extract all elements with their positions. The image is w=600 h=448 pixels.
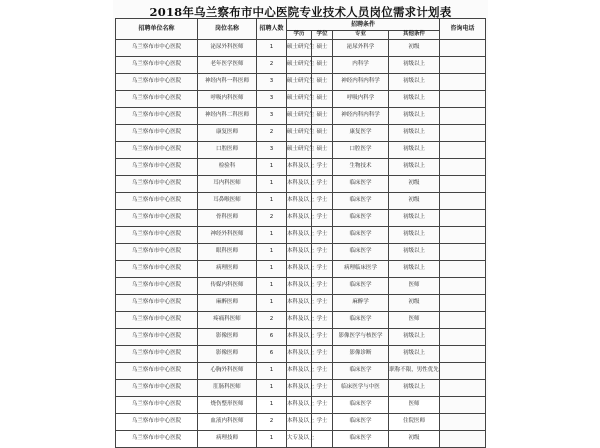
table-row [116,380,486,397]
cell-position: 影像医师 [198,329,257,346]
cell-contact [440,91,486,108]
table-header-row [116,19,486,31]
cell-count: 1 [257,278,287,295]
cell-unit: 乌兰察布市中心医院 [116,380,198,397]
cell-degree: 学士 [312,210,333,227]
cell-contact [440,414,486,431]
cell-contact [440,431,486,448]
cell-position: 呼吸内科医师 [198,91,257,108]
cell-position: 烧伤整形医师 [198,397,257,414]
cell-degree: 学士 [312,176,333,193]
cell-degree: 学士 [312,227,333,244]
cell-contact [440,295,486,312]
cell-contact [440,397,486,414]
table-row [116,40,486,57]
cell-degree: 硕士 [312,142,333,159]
cell-major: 内科学 [333,57,389,74]
cell-count: 3 [257,74,287,91]
table-row [116,312,486,329]
cell-contact [440,57,486,74]
cell-education: 本科及以上 [287,261,312,278]
cell-education: 本科及以上 [287,176,312,193]
cell-contact [440,74,486,91]
table-body [116,40,486,448]
table-row [116,227,486,244]
cell-education: 硕士研究生 [287,91,312,108]
table-row [116,193,486,210]
cell-major: 口腔医学 [333,142,389,159]
cell-other: 初级以上 [389,159,440,176]
cell-unit: 乌兰察布市中心医院 [116,295,198,312]
cell-position: 血液内科医师 [198,414,257,431]
table-row [116,363,486,380]
cell-degree: 学士 [312,244,333,261]
cell-unit: 乌兰察布市中心医院 [116,91,198,108]
cell-degree: 学士 [312,193,333,210]
cell-unit: 乌兰察布市中心医院 [116,312,198,329]
cell-position: 耳鼻喉医师 [198,193,257,210]
cell-count: 1 [257,261,287,278]
header-contact: 咨询电话 [440,19,486,40]
cell-other: 初级 [389,176,440,193]
table-row [116,74,486,91]
header-education: 学历 [287,31,312,40]
table-row [116,142,486,159]
cell-education: 硕士研究生 [287,40,312,57]
cell-count: 2 [257,312,287,329]
cell-major: 呼吸内科学 [333,91,389,108]
table-row [116,431,486,448]
table-row [116,346,486,363]
cell-education: 本科及以上 [287,193,312,210]
cell-degree: 学士 [312,295,333,312]
header-count: 招聘人数 [257,19,287,40]
cell-degree: 学士 [312,261,333,278]
cell-unit: 乌兰察布市中心医院 [116,57,198,74]
header-other: 其他条件 [389,31,440,40]
header-major: 专业 [333,31,389,40]
cell-count: 6 [257,346,287,363]
cell-position: 病理技师 [198,431,257,448]
cell-education: 硕士研究生 [287,74,312,91]
cell-education: 本科及以上 [287,380,312,397]
header-conditions: 招聘条件 [287,19,440,31]
cell-contact [440,176,486,193]
cell-unit: 乌兰察布市中心医院 [116,176,198,193]
cell-position: 神经外科医师 [198,227,257,244]
cell-degree: 硕士 [312,125,333,142]
cell-other: 初级以上 [389,329,440,346]
cell-major: 临床医学 [333,176,389,193]
cell-count: 2 [257,414,287,431]
cell-contact [440,193,486,210]
cell-position: 眼科医师 [198,244,257,261]
cell-contact [440,40,486,57]
cell-unit: 乌兰察布市中心医院 [116,414,198,431]
cell-major: 临床医学 [333,193,389,210]
cell-contact [440,227,486,244]
cell-other: 初级以上 [389,142,440,159]
cell-degree: 硕士 [312,57,333,74]
cell-position: 口腔医师 [198,142,257,159]
cell-unit: 乌兰察布市中心医院 [116,40,198,57]
cell-contact [440,312,486,329]
cell-other: 初级以上 [389,91,440,108]
cell-other: 初级 [389,40,440,57]
cell-other: 初级 [389,295,440,312]
cell-degree: 学士 [312,346,333,363]
cell-contact [440,363,486,380]
cell-unit: 乌兰察布市中心医院 [116,125,198,142]
cell-count: 3 [257,142,287,159]
cell-other: 医师 [389,397,440,414]
table-row [116,108,486,125]
cell-position: 泌尿外科医师 [198,40,257,57]
cell-count: 3 [257,91,287,108]
cell-count: 1 [257,193,287,210]
table-row [116,295,486,312]
cell-unit: 乌兰察布市中心医院 [116,363,198,380]
cell-education: 本科及以上 [287,295,312,312]
cell-major: 临床医学 [333,431,389,448]
cell-education: 本科及以上 [287,278,312,295]
cell-unit: 乌兰察布市中心医院 [116,431,198,448]
cell-education: 本科及以上 [287,244,312,261]
cell-unit: 乌兰察布市中心医院 [116,142,198,159]
cell-count: 2 [257,125,287,142]
cell-contact [440,346,486,363]
cell-degree: 学士 [312,159,333,176]
cell-major: 临床医学 [333,363,389,380]
cell-position: 耳内科医师 [198,176,257,193]
cell-contact [440,159,486,176]
cell-major: 临床医学与中医 [333,380,389,397]
header-position: 岗位名称 [198,19,257,40]
cell-position: 检验科 [198,159,257,176]
cell-unit: 乌兰察布市中心医院 [116,278,198,295]
cell-unit: 乌兰察布市中心医院 [116,244,198,261]
cell-other: 初级以上 [389,244,440,261]
table-row [116,329,486,346]
table-row [116,57,486,74]
recruitment-table [115,18,486,448]
cell-major: 神经内科内科学 [333,108,389,125]
cell-position: 老年医学医师 [198,57,257,74]
table-row [116,125,486,142]
cell-count: 1 [257,431,287,448]
cell-position: 传媒内科医师 [198,278,257,295]
cell-degree: 学士 [312,397,333,414]
cell-unit: 乌兰察布市中心医院 [116,261,198,278]
table-row [116,210,486,227]
cell-unit: 乌兰察布市中心医院 [116,346,198,363]
cell-position: 病理医师 [198,261,257,278]
cell-position: 疼痛科医师 [198,312,257,329]
cell-major: 临床医学 [333,278,389,295]
table-row [116,159,486,176]
cell-degree: 学士 [312,380,333,397]
table-row [116,261,486,278]
cell-major: 临床医学 [333,312,389,329]
cell-count: 2 [257,57,287,74]
cell-other: 初级 [389,431,440,448]
cell-other: 初级以上 [389,125,440,142]
cell-count: 2 [257,210,287,227]
cell-major: 临床医学 [333,227,389,244]
cell-other: 初级 [389,193,440,210]
cell-degree: 硕士 [312,108,333,125]
cell-degree: 硕士 [312,74,333,91]
cell-count: 1 [257,176,287,193]
cell-major: 影像医学与核医学 [333,329,389,346]
cell-major: 麻醉学 [333,295,389,312]
cell-major: 病理临床医学 [333,261,389,278]
cell-education: 本科及以上 [287,397,312,414]
cell-contact [440,125,486,142]
cell-education: 本科及以上 [287,414,312,431]
cell-unit: 乌兰察布市中心医院 [116,397,198,414]
table-row [116,91,486,108]
cell-contact [440,142,486,159]
header-unit: 招聘单位名称 [116,19,198,40]
cell-unit: 乌兰察布市中心医院 [116,108,198,125]
cell-count: 1 [257,363,287,380]
cell-other: 初级以上 [389,261,440,278]
cell-count: 6 [257,329,287,346]
cell-count: 1 [257,159,287,176]
cell-contact [440,261,486,278]
cell-contact [440,210,486,227]
cell-degree: 学士 [312,278,333,295]
cell-position: 神经内科二科医师 [198,108,257,125]
cell-other: 初级以上 [389,74,440,91]
cell-major: 临床医学 [333,210,389,227]
cell-major: 影像诊断 [333,346,389,363]
cell-other: 初级以上 [389,108,440,125]
cell-other: 初级以上 [389,210,440,227]
table-row [116,397,486,414]
cell-major: 临床医学 [333,397,389,414]
cell-education: 本科及以上 [287,227,312,244]
cell-unit: 乌兰察布市中心医院 [116,74,198,91]
cell-contact [440,244,486,261]
document-title: 2018年乌兰察布市中心医院专业技术人员岗位需求计划表 [149,5,452,19]
cell-position: 影像医师 [198,346,257,363]
cell-position: 骨科医师 [198,210,257,227]
cell-major: 临床医学 [333,414,389,431]
cell-education: 硕士研究生 [287,142,312,159]
cell-count: 1 [257,295,287,312]
cell-unit: 乌兰察布市中心医院 [116,159,198,176]
cell-other: 医师 [389,278,440,295]
cell-other: 初级以上 [389,57,440,74]
cell-unit: 乌兰察布市中心医院 [116,193,198,210]
cell-education: 本科及以上 [287,346,312,363]
cell-degree: 硕士 [312,40,333,57]
cell-degree: 硕士 [312,91,333,108]
cell-other: 住院医师 [389,414,440,431]
cell-education: 本科及以上 [287,312,312,329]
cell-other: 初级以上 [389,227,440,244]
table-row [116,176,486,193]
cell-other: 职称不限，男性优先 [389,363,440,380]
table-row [116,414,486,431]
cell-position: 心胸外科医师 [198,363,257,380]
cell-degree: 学士 [312,312,333,329]
cell-education: 本科及以上 [287,363,312,380]
cell-major: 神经内科内科学 [333,74,389,91]
table-row [116,244,486,261]
cell-count: 1 [257,40,287,57]
cell-other: 初级以上 [389,380,440,397]
cell-contact [440,278,486,295]
cell-count: 1 [257,380,287,397]
cell-contact [440,380,486,397]
cell-count: 1 [257,244,287,261]
cell-position: 康复医师 [198,125,257,142]
cell-contact [440,329,486,346]
cell-position: 肛肠科医师 [198,380,257,397]
cell-degree: 学士 [312,363,333,380]
cell-education: 大专及以上 [287,431,312,448]
cell-education: 硕士研究生 [287,108,312,125]
cell-degree: 学士 [312,329,333,346]
cell-position: 麻醉医师 [198,295,257,312]
cell-education: 硕士研究生 [287,57,312,74]
cell-position: 神经内科一科医师 [198,74,257,91]
cell-other: 初级以上 [389,346,440,363]
cell-major: 生物技术 [333,159,389,176]
cell-education: 硕士研究生 [287,125,312,142]
cell-count: 1 [257,227,287,244]
cell-major: 康复医学 [333,125,389,142]
cell-major: 泌尿外科学 [333,40,389,57]
table-row [116,278,486,295]
cell-count: 3 [257,108,287,125]
cell-education: 本科及以上 [287,159,312,176]
header-degree: 学位 [312,31,333,40]
cell-contact [440,108,486,125]
cell-other: 医师 [389,312,440,329]
cell-major: 临床医学 [333,244,389,261]
cell-degree: 学士 [312,414,333,431]
cell-count: 1 [257,397,287,414]
cell-unit: 乌兰察布市中心医院 [116,329,198,346]
cell-unit: 乌兰察布市中心医院 [116,227,198,244]
cell-education: 本科及以上 [287,210,312,227]
cell-unit: 乌兰察布市中心医院 [116,210,198,227]
cell-education: 本科及以上 [287,329,312,346]
